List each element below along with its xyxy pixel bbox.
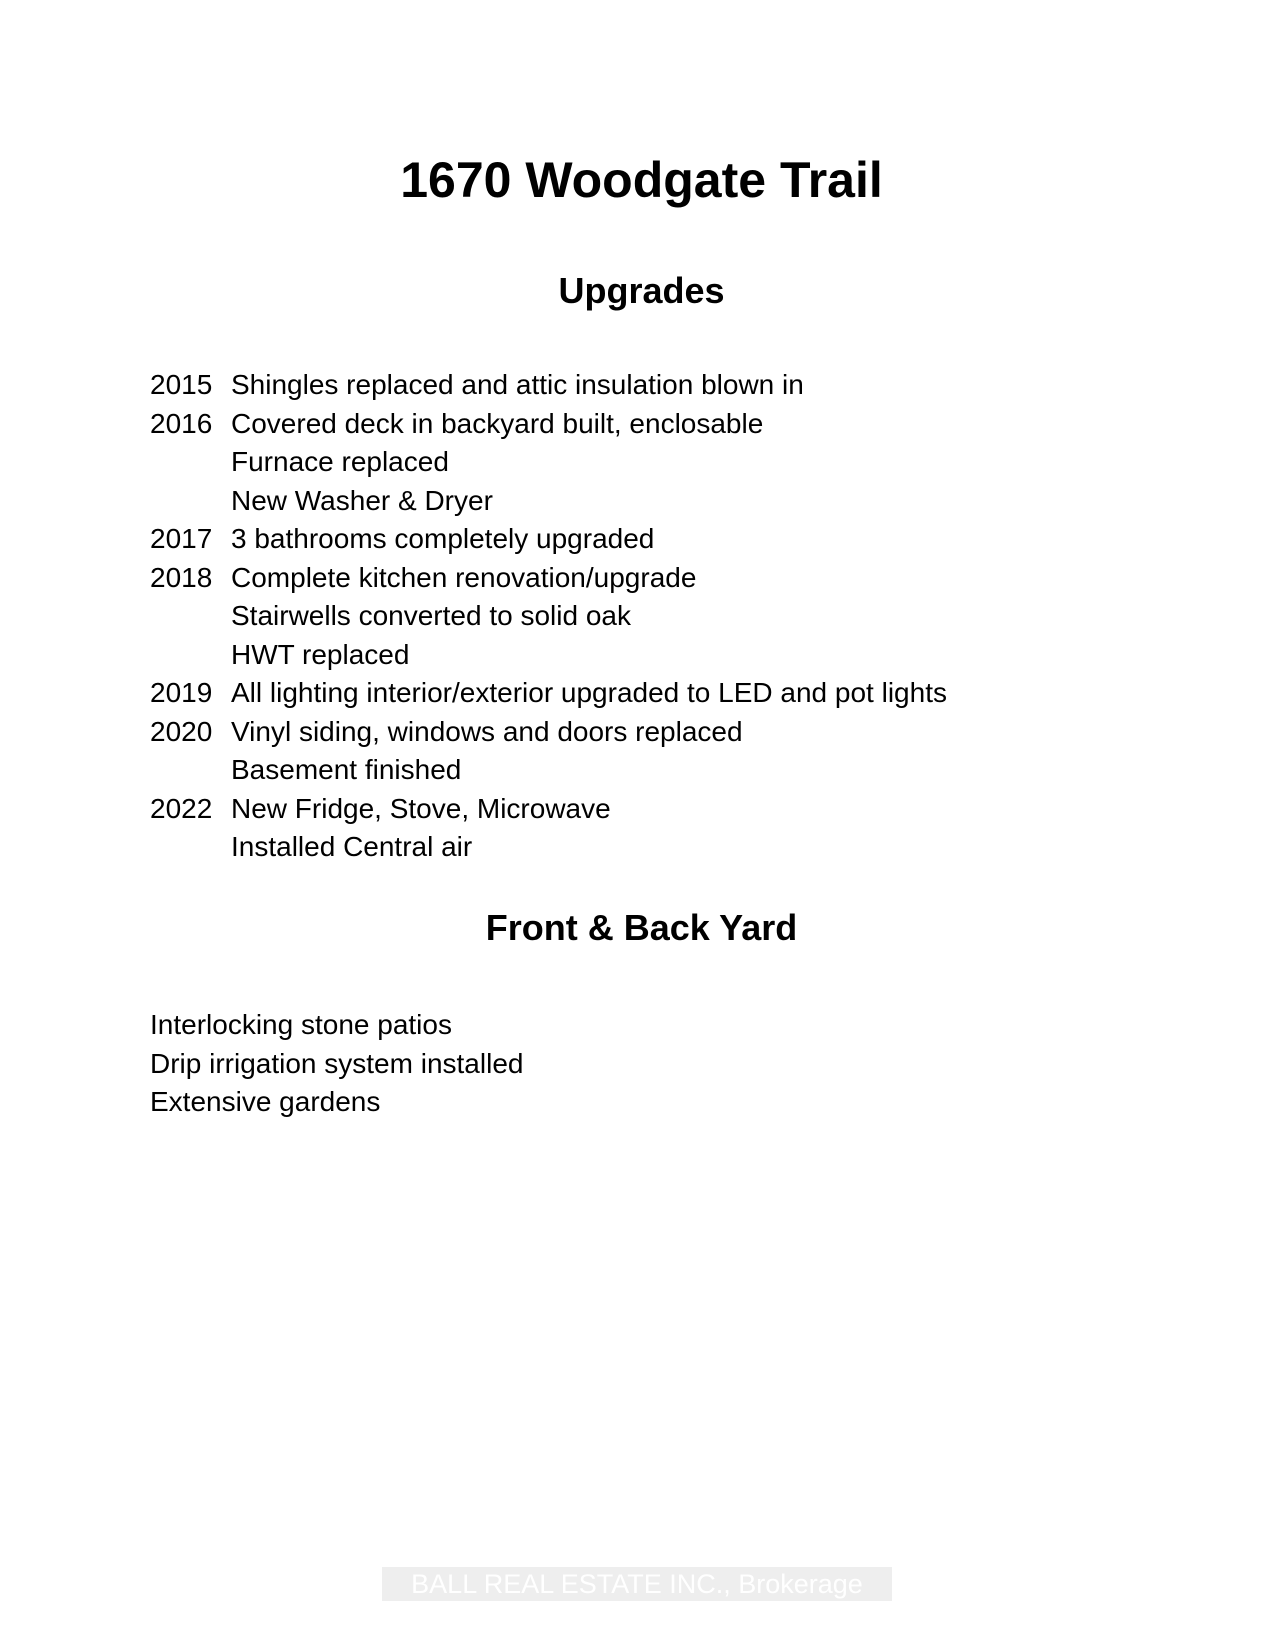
upgrade-year: 2015 [150, 369, 213, 400]
document-title: 1670 Woodgate Trail [400, 152, 883, 208]
upgrade-row [150, 559, 947, 598]
upgrade-row [150, 674, 947, 713]
yard-item: Interlocking stone patios [150, 1009, 452, 1040]
upgrade-year [150, 597, 231, 636]
upgrade-description: Shingles replaced and attic insulation blown in [231, 369, 804, 400]
upgrade-year [150, 636, 231, 675]
upgrade-year: 2017 [150, 523, 213, 554]
upgrade-description: New Washer & Dryer [231, 484, 493, 516]
upgrade-description: Furnace replaced [231, 446, 449, 477]
upgrade-row [150, 751, 947, 790]
yard-item: Drip irrigation system installed [150, 1047, 524, 1079]
upgrade-year: 2022 [150, 792, 213, 824]
upgrade-row [150, 443, 947, 482]
upgrade-description: 3 bathrooms completely upgraded [231, 523, 655, 554]
upgrade-row [150, 597, 947, 636]
upgrade-year: 2018 [150, 561, 213, 593]
upgrade-row [150, 713, 947, 752]
yard-list [150, 1006, 523, 1122]
upgrade-year [150, 751, 231, 790]
upgrades-list [150, 366, 947, 867]
upgrade-description: Installed Central air [231, 831, 473, 862]
upgrade-description: Basement finished [231, 754, 462, 785]
upgrade-row [150, 405, 947, 444]
upgrade-description: HWT replaced [231, 638, 410, 670]
upgrade-year: 2016 [150, 407, 213, 439]
upgrade-year [150, 482, 231, 521]
upgrade-year: 2020 [150, 715, 213, 747]
upgrade-description: Complete kitchen renovation/upgrade [231, 561, 697, 593]
upgrade-description: New Fridge, Stove, Microwave [231, 792, 611, 824]
upgrade-description: Covered deck in backyard built, enclosable [231, 407, 764, 439]
upgrade-row [150, 790, 947, 829]
brokerage-watermark: BALL REAL ESTATE INC., Brokerage [382, 1567, 892, 1601]
upgrade-row [150, 828, 947, 867]
upgrade-year [150, 828, 231, 867]
yard-heading: Front & Back Yard [485, 907, 798, 948]
upgrade-row [150, 366, 947, 405]
upgrades-heading: Upgrades [558, 270, 725, 311]
upgrade-description: Stairwells converted to solid oak [231, 600, 631, 631]
upgrade-row [150, 482, 947, 521]
upgrade-year [150, 443, 231, 482]
upgrade-description: Vinyl siding, windows and doors replaced [231, 715, 743, 747]
upgrade-row [150, 520, 947, 559]
upgrade-year: 2019 [150, 677, 213, 708]
upgrade-description: All lighting interior/exterior upgraded to LED and pot lights [231, 677, 947, 708]
upgrade-row [150, 636, 947, 675]
yard-item: Extensive gardens [150, 1086, 381, 1117]
